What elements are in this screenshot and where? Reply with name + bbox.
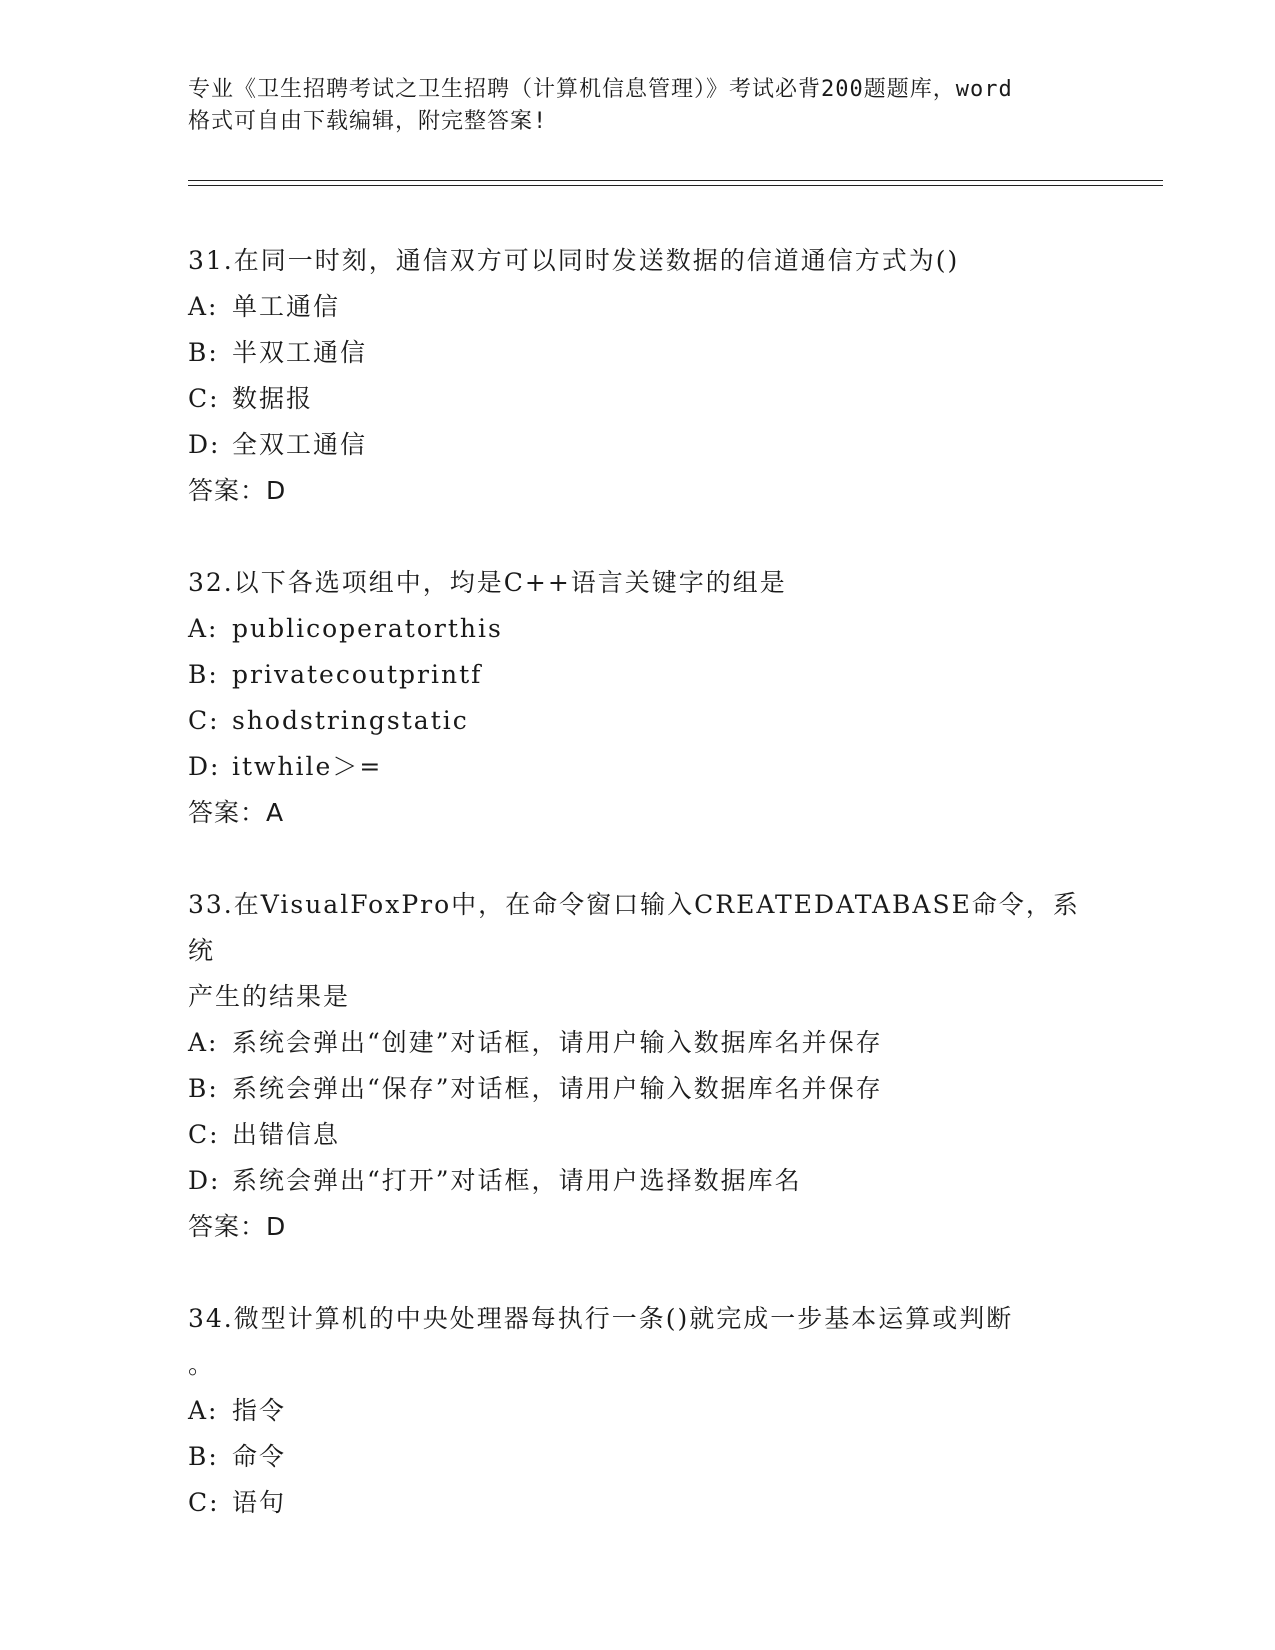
question-stem: 34.微型计算机的中央处理器每执行一条()就完成一步基本运算或判断 [188,1304,1014,1333]
header-line-2: 格式可自由下载编辑，附完整答案! [188,109,548,134]
option-key: C: [188,706,220,735]
option-row [188,376,1088,422]
question-block [188,1296,1088,1526]
question-block [188,238,1088,514]
answer-line: 答案：D [188,476,287,505]
option-row [188,1158,1088,1204]
option-text: 语句 [232,1488,287,1517]
option-row [188,652,1088,698]
option-row [188,1434,1088,1480]
option-row [188,284,1088,330]
question-stem: 33.在VisualFoxPro中，在命令窗口输入CREATEDATABASE命令，系统 [188,890,1080,965]
option-row [188,1020,1088,1066]
option-text: publicoperatorthis [232,614,503,643]
question-stem: 产生的结果是 [188,982,351,1011]
option-row [188,606,1088,652]
answer-line: 答案：D [188,1212,287,1241]
option-row [188,744,1088,790]
header-divider-top [188,180,1163,181]
option-text: 半双工通信 [232,338,368,367]
option-text: 数据报 [232,384,314,413]
option-text: 单工通信 [232,292,341,321]
option-text: privatecoutprintf [232,660,483,689]
option-text: 系统会弹出“打开”对话框，请用户选择数据库名 [232,1166,802,1195]
option-key: D: [188,752,221,781]
option-row [188,698,1088,744]
option-text: 系统会弹出“保存”对话框，请用户输入数据库名并保存 [232,1074,883,1103]
option-key: A: [188,614,219,643]
question-block [188,560,1088,836]
document-header [188,74,1088,138]
option-text: 系统会弹出“创建”对话框，请用户输入数据库名并保存 [232,1028,883,1057]
option-key: D: [188,1166,221,1195]
option-key: B: [188,1442,219,1471]
option-text: 指令 [232,1396,287,1425]
header-divider-bottom [188,185,1163,186]
option-row [188,1388,1088,1434]
option-row [188,1112,1088,1158]
option-text: 全双工通信 [232,430,368,459]
option-key: A: [188,1396,219,1425]
question-block [188,882,1088,1250]
question-list [188,238,1088,1572]
option-text: 命令 [232,1442,287,1471]
option-text: itwhile＞= [232,752,383,781]
header-line-1: 专业《卫生招聘考试之卫生招聘（计算机信息管理）》考试必背200题题库，word [188,77,1013,102]
option-key: C: [188,384,220,413]
answer-line: 答案：A [188,798,285,827]
option-key: C: [188,1120,220,1149]
question-stem: 31.在同一时刻，通信双方可以同时发送数据的信道通信方式为() [188,246,960,275]
option-text: shodstringstatic [232,706,469,735]
option-row [188,1066,1088,1112]
option-row [188,330,1088,376]
option-key: B: [188,660,219,689]
option-key: A: [188,292,219,321]
option-key: A: [188,1028,219,1057]
option-key: B: [188,338,219,367]
option-key: B: [188,1074,219,1103]
option-row [188,422,1088,468]
option-row [188,1480,1088,1526]
option-text: 出错信息 [232,1120,341,1149]
option-key: C: [188,1488,220,1517]
question-stem: 32.以下各选项组中，均是C++语言关键字的组是 [188,568,787,597]
question-stem: 。 [188,1350,216,1379]
option-key: D: [188,430,221,459]
